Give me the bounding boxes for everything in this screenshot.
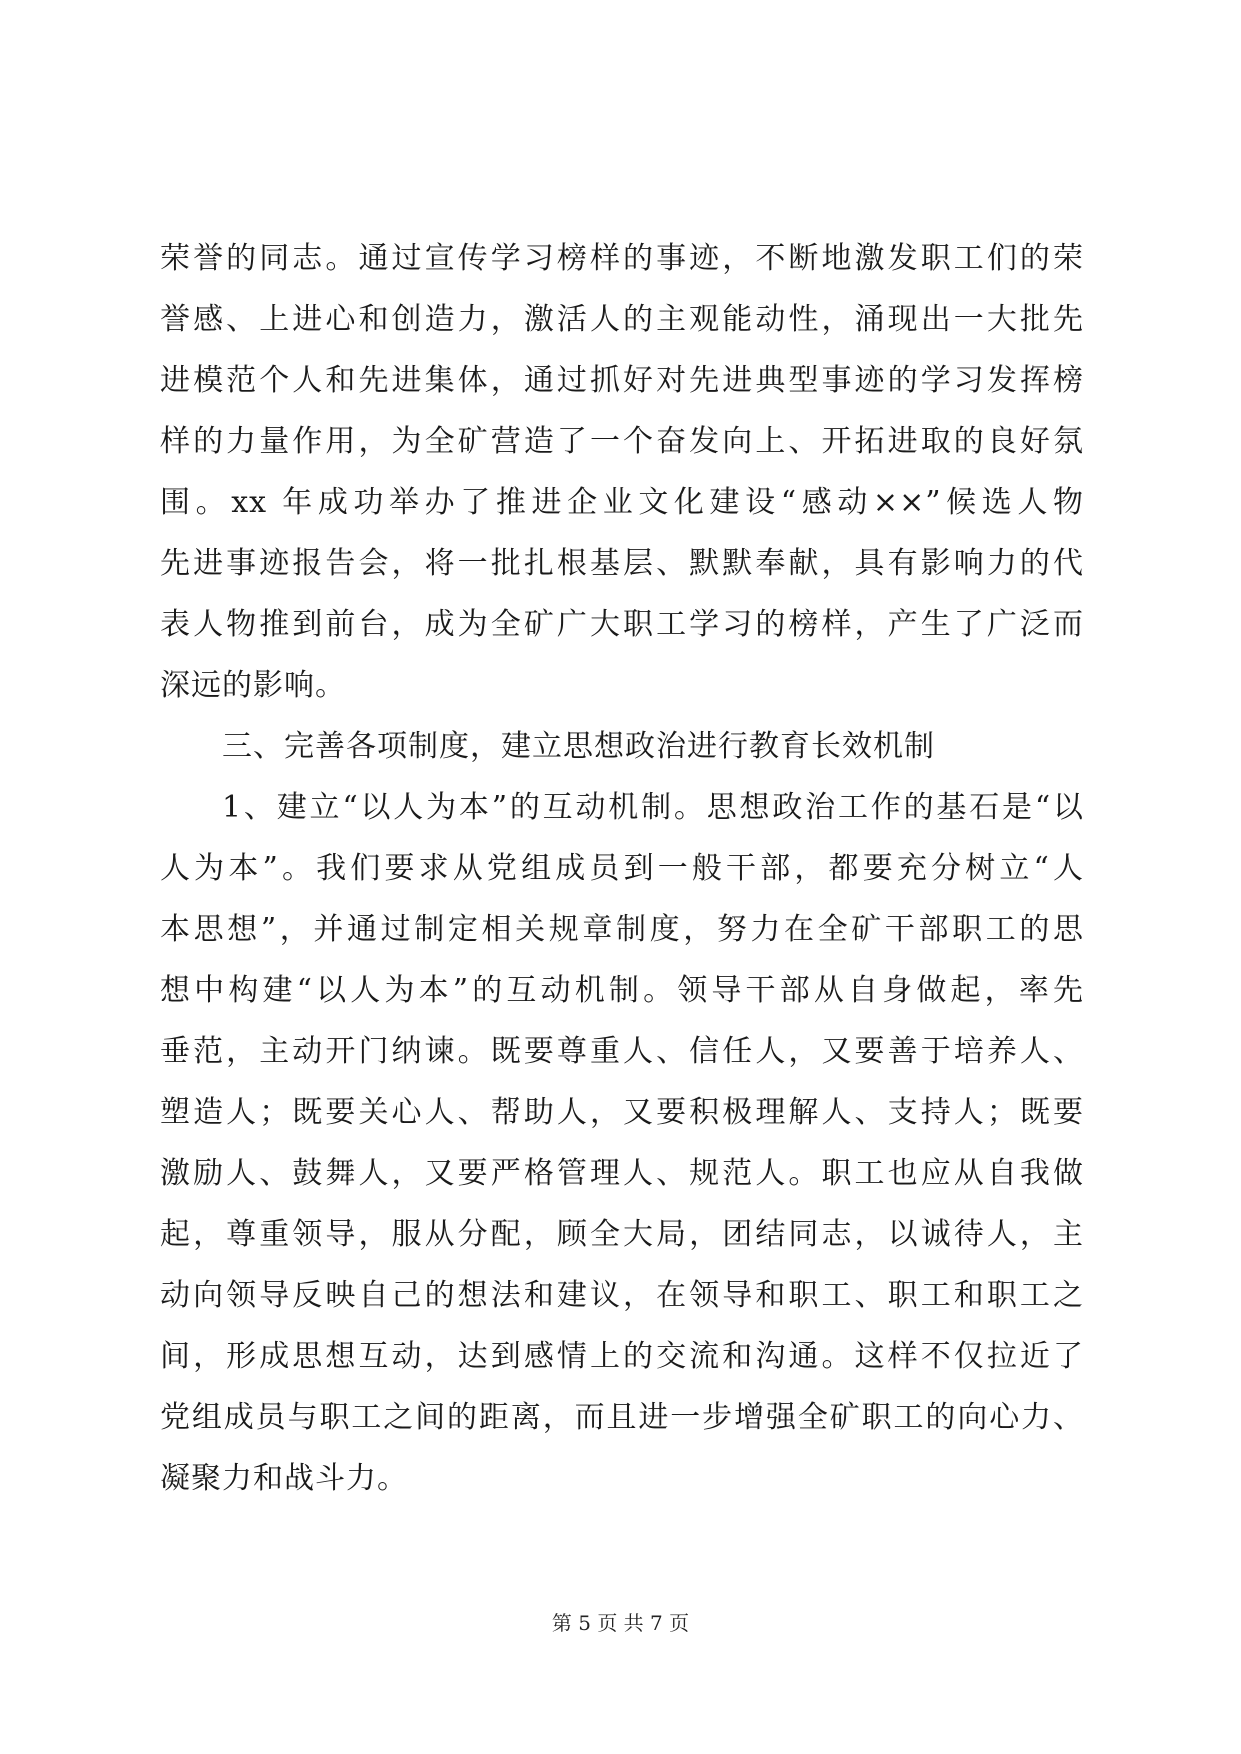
text-line: 激励人、鼓舞人，又要严格管理人、规范人。职工也应从自我做 <box>160 1156 1084 1191</box>
text-line: 先进事迹报告会，将一批扎根基层、默默奉献，具有影响力的代 <box>160 546 1084 581</box>
text-line: 1、建立“以人为本”的互动机制。思想政治工作的基石是“以 <box>222 790 1084 825</box>
text-line: 围。xx 年成功举办了推进企业文化建设“感动××”候选人物 <box>160 485 1084 520</box>
text-line: 进模范个人和先进集体，通过抓好对先进典型事迹的学习发挥榜 <box>160 363 1084 398</box>
text-line: 誉感、上进心和创造力，激活人的主观能动性，涌现出一大批先 <box>160 302 1084 337</box>
section-heading: 三、完善各项制度，建立思想政治进行教育长效机制 <box>222 729 935 764</box>
text-line: 塑造人；既要关心人、帮助人，又要积极理解人、支持人；既要 <box>160 1095 1084 1130</box>
text-line: 动向领导反映自己的想法和建议，在领导和职工、职工和职工之 <box>160 1278 1084 1313</box>
text-line: 表人物推到前台，成为全矿广大职工学习的榜样，产生了广泛而 <box>160 607 1084 642</box>
text-line: 本思想”，并通过制定相关规章制度，努力在全矿干部职工的思 <box>160 912 1084 947</box>
text-line: 样的力量作用，为全矿营造了一个奋发向上、开拓进取的良好氛 <box>160 424 1084 459</box>
page-footer: 第 5 页 共 7 页 <box>551 1611 690 1635</box>
text-line: 间，形成思想互动，达到感情上的交流和沟通。这样不仅拉近了 <box>160 1339 1084 1374</box>
text-line: 垂范，主动开门纳谏。既要尊重人、信任人，又要善于培养人、 <box>160 1034 1084 1069</box>
text-line: 深远的影响。 <box>160 668 346 703</box>
text-line: 起，尊重领导，服从分配，顾全大局，团结同志，以诚待人，主 <box>160 1217 1084 1252</box>
text-line: 党组成员与职工之间的距离，而且进一步增强全矿职工的向心力、 <box>160 1400 1084 1435</box>
document-body <box>160 228 1084 1509</box>
text-line: 凝聚力和战斗力。 <box>160 1461 408 1496</box>
text-line: 荣誉的同志。通过宣传学习榜样的事迹，不断地激发职工们的荣 <box>160 241 1084 276</box>
text-line: 想中构建“以人为本”的互动机制。领导干部从自身做起，率先 <box>160 973 1084 1008</box>
text-line: 人为本”。我们要求从党组成员到一般干部，都要充分树立“人 <box>160 851 1084 886</box>
